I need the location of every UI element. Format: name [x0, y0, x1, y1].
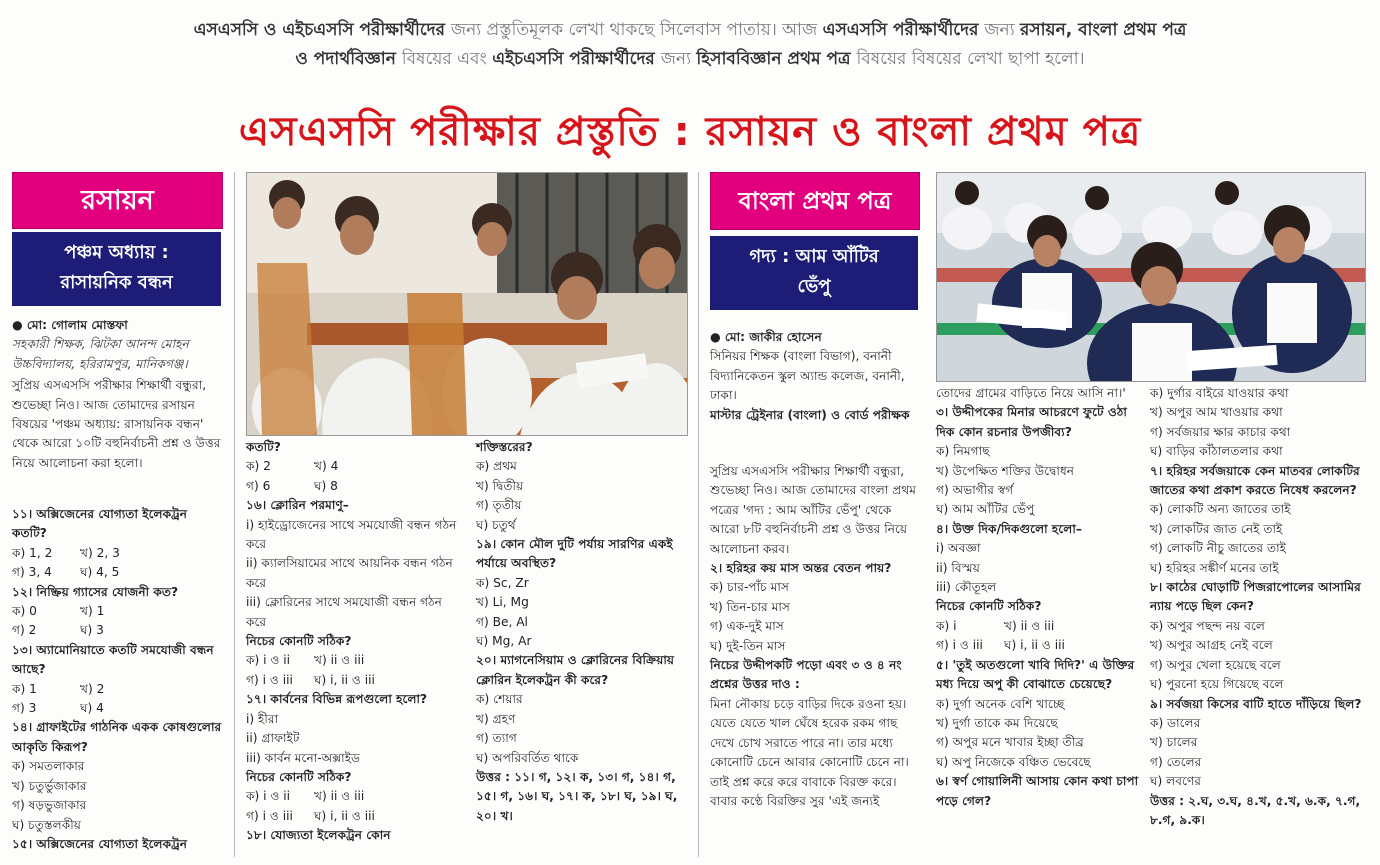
option: খ) ii ও iii	[314, 653, 365, 668]
question: ৪। উক্ত দিক/দিকগুলো হলো–	[936, 521, 1082, 536]
option: iii) কৌতূহল	[936, 580, 997, 595]
option: গ) 3, 4	[12, 565, 52, 580]
intro-segment: ও পদার্থবিজ্ঞান	[295, 49, 402, 69]
option-pair	[12, 680, 224, 699]
question: ১১। অক্সিজেনের যোগ্যতা ইলেকট্রন কতটি?	[12, 507, 188, 541]
question: ১২। নিষ্ক্রিয় গ্যাসের যোজনী কত?	[12, 584, 179, 599]
option: গ) অভাগীর স্বর্গ	[936, 483, 1014, 498]
chemistry-column-1	[12, 505, 224, 854]
option: i) হাইড্রোজেনের সাথে সমযোজী বন্ধন গঠন করে	[246, 517, 457, 552]
exam-hall-photo	[936, 172, 1366, 382]
option: i) হীরা	[246, 711, 279, 726]
option: গ) তৃতীয়	[476, 498, 522, 513]
option: ক) 0	[12, 604, 37, 619]
question: ৫। 'তুই অতগুলো খাবি দিদি?' এ উক্তির মধ্য দিয়ে অপু কী বোঝাতে চেয়েছে?	[936, 657, 1135, 692]
bangla-author-block	[710, 328, 920, 425]
option: ii) ক্যালসিয়ামের সাথে আয়নিক বন্ধন গঠন করে	[246, 556, 453, 590]
chemistry-column-3	[476, 438, 690, 826]
option: ঘ) i, ii ও iii	[1004, 638, 1065, 653]
chemistry-subject-banner: রসায়ন	[12, 172, 223, 229]
option: ঘ) i, ii ও iii	[314, 672, 375, 687]
option-pair	[246, 807, 464, 826]
option: গ) i ও iii	[936, 638, 983, 653]
intro-segment: হিসাববিজ্ঞান প্রথম পত্র	[696, 49, 857, 69]
option: গ) 3	[12, 701, 37, 716]
option: গ) Be, Al	[476, 614, 528, 629]
option-pair	[12, 621, 224, 640]
option: গ) তেলের	[1150, 754, 1202, 769]
intro-segment: বিষয়ের বিষয়ের লেখা ছাপা হলো।	[856, 49, 1085, 69]
option: সুপ্রিয় এসএসসি পরীক্ষার শিক্ষার্থী বন্ধুরা, শুভেচ্ছা নিও। আজ তোমাদের বাংলা প্রথম পত্রের 'গদ্য : আম আঁটির ভেঁপু' থেকে আরো ৮টি বহুনির্বাচনী প্রশ্ন ও উত্তর নিয়ে আলোচনা করব।	[710, 464, 916, 556]
option: গ) ষড়ভুজাকার	[12, 798, 87, 813]
option: ক) Sc, Zr	[476, 575, 529, 590]
option: ক) 1, 2	[12, 545, 53, 560]
question: ১৯। কোন মৌল দুটি পর্যায় সারণির একই পর্যায়ে অবস্থিত?	[476, 537, 673, 571]
bangla-column-1	[710, 462, 920, 811]
students-photo-illustration	[247, 173, 687, 435]
option: খ) 2, 3	[80, 545, 120, 560]
option: i) অবজ্ঞা	[936, 541, 981, 556]
option: ক) 2	[246, 459, 271, 474]
option: খ) দুর্গা তাকে কম দিয়েছে	[936, 715, 1058, 730]
option: গ) 2	[12, 623, 37, 638]
bangla-column-3	[1150, 384, 1366, 830]
option: iii) কার্বন মনো-অক্সাইড	[246, 750, 361, 765]
question: কতটি?	[246, 440, 281, 454]
bangla-author-name: ● মো: জাকীর হোসেন	[710, 330, 822, 344]
option: ঘ) পুরনো হয়ে গিয়েছে বলে	[1150, 677, 1284, 692]
option: গ) সর্বজয়ার ক্ষার কাচার কথা	[1150, 424, 1291, 439]
option-pair	[12, 602, 224, 621]
bangla-chapter-line-2: ভেঁপু	[797, 276, 831, 297]
option: ক) i ও ii	[246, 789, 291, 804]
chemistry-author-desc: সহকারী শিক্ষক, ঝিটকা আনন্দ মোহন উচ্চবিদ্যালয়, হরিরামপুর, মানিকগঞ্জ।	[12, 337, 189, 371]
option: ক) অপুর পছন্দ নয় বলে	[1150, 618, 1265, 633]
option: গ) 6	[246, 478, 271, 493]
option: iii) ক্লোরিনের সাথে সমযোজী বন্ধন গঠন করে	[246, 595, 442, 629]
option-pair	[936, 636, 1142, 655]
option: ঘ) অপু নিজেকে বঞ্চিত ভেবেছে	[936, 754, 1091, 769]
option: ঘ) i, ii ও iii	[314, 808, 375, 823]
option-pair	[12, 563, 224, 582]
students-classroom-photo	[246, 172, 688, 436]
option-pair	[936, 617, 1142, 636]
question: ১৫। অক্সিজেনের যোগ্যতা ইলেকট্রন	[12, 836, 188, 851]
option-pair	[12, 544, 224, 563]
option-pair	[246, 457, 464, 476]
chemistry-chapter-banner	[12, 232, 221, 306]
intro-text	[0, 16, 1380, 74]
question: নিচের কোনটি সঠিক?	[936, 599, 1042, 614]
question: নিচের কোনটি সঠিক?	[246, 634, 352, 649]
question: ১৩। অ্যামোনিয়াতে কতটি সমযোজী বন্ধন আছে?	[12, 642, 214, 677]
intro-line-1	[0, 16, 1380, 45]
option: ক) 1	[12, 681, 37, 696]
bangla-subject-banner: বাংলা প্রথম পত্র	[710, 172, 920, 230]
question: ২০। ম্যাগনেসিয়াম ও ক্লোরিনের বিক্রিয়ায় ক্লোরিন ইলেকট্রন কী করে?	[476, 653, 675, 687]
option: খ) চালের	[1150, 735, 1198, 750]
bangla-chapter-banner	[710, 236, 918, 310]
chemistry-greeting: সুপ্রিয় এসএসসি পরীক্ষার শিক্ষার্থী বন্ধুরা, শুভেচ্ছা নিও। আজ তোমাদের রসায়ন বিষয়ের 'পঞ্চম অধ্যায়: রাসায়নিক বন্ধন' থেকে আরো ১০টি বহুনির্বাচনী প্রশ্ন ও উত্তর নিয়ে আলোচনা করা হলো।	[12, 378, 221, 470]
option: ii) গ্রাফাইট	[246, 731, 300, 746]
option: খ) 4	[314, 459, 339, 474]
option: ক) ডালের	[1150, 715, 1201, 730]
option: ঘ) 3	[80, 623, 104, 638]
option: গ) অপুর খেলা হয়েছে বলে	[1150, 657, 1281, 672]
option: খ) গ্রহণ	[476, 711, 516, 726]
bangla-author-role: মাস্টার ট্রেইনার (বাংলা) ও বোর্ড পরীক্ষক	[710, 407, 910, 422]
option: খ) 2	[80, 681, 105, 696]
option: গ) লোকটি নীচু জাতের তাই	[1150, 541, 1286, 556]
option: ঘ) লবণের	[1150, 774, 1201, 789]
option: ক) দুর্গার বাইরে যাওয়ার কথা	[1150, 386, 1289, 400]
question: নিচের কোনটি সঠিক?	[246, 769, 352, 784]
column-divider	[698, 172, 699, 857]
option: ক) সমতলাকার	[12, 759, 85, 774]
answer-key: উত্তর : ১১। গ, ১২। ক, ১৩। গ, ১৪। গ, ১৫। গ, ১৬। ঘ, ১৭। ক, ১৮। ঘ, ১৯। ঘ, ২০। খ।	[476, 769, 678, 823]
option: ক) শেয়ার	[476, 692, 523, 707]
option: ঘ) 8	[314, 478, 338, 493]
question: ১৭। কার্বনের বিভিন্ন রূপগুলো হলো?	[246, 692, 428, 707]
option: খ) অপুর আম খাওয়ার কথা	[1150, 405, 1283, 420]
bangla-chapter-line-1: গদ্য : আম আঁটির	[749, 246, 879, 267]
question: নিচের উদ্দীপকটি পড়ো এবং ৩ ও ৪ নং প্রশ্নের উত্তর দাও :	[710, 658, 902, 692]
option: ii) বিস্ময়	[936, 560, 980, 575]
question: ৭। হরিহর সর্বজয়াকে কেন মাতবর লোকটির জাতের কথা প্রকাশ করতে নিষেধ করলেন?	[1150, 463, 1360, 498]
question: ৮। কাঠের ঘোড়াটি পিজরাপোলের আসামির ন্যায় পড়ে ছিল কেন?	[1150, 580, 1361, 614]
option: ঘ) 4	[80, 701, 104, 716]
option: ঘ) বাড়ির কাঁঠালতলার কথা	[1150, 444, 1283, 459]
option-pair	[246, 477, 464, 496]
intro-segment: এসএসসি পরীক্ষার্থীদের	[822, 20, 985, 40]
question: ১৪। গ্রাফাইটের গাঠনিক একক কোষগুলোর আকৃতি কিরূপ?	[12, 720, 222, 754]
intro-segment: জন্য	[984, 20, 1021, 40]
answer-key: উত্তর : ২.ঘ, ৩.ঘ, ৪.খ, ৫.খ, ৬.ক, ৭.গ, ৮.গ, ৯.ক।	[1150, 793, 1361, 827]
intro-segment: বিষয়ের এবং	[401, 49, 493, 69]
option: খ) দ্বিতীয়	[476, 478, 524, 493]
question: ২। হরিহর কয় মাস অন্তর বেতন পায়?	[710, 561, 892, 576]
option-pair	[12, 699, 224, 718]
intro-segment: রসায়ন, বাংলা প্রথম পত্র	[1020, 20, 1187, 40]
option: ঘ) চতুর্থ	[476, 517, 516, 532]
option: গ) i ও iii	[246, 808, 293, 823]
option: ঘ) Mg, Ar	[476, 634, 532, 649]
option-pair	[246, 651, 464, 670]
question: ১৮। যোজ্যতা ইলেকট্রন কোন	[246, 828, 391, 843]
option-pair	[246, 787, 464, 806]
option: গ) ত্যাগ	[476, 731, 517, 746]
option: খ) অপুর আগ্রহ নেই বলে	[1150, 638, 1273, 653]
option: গ) i ও iii	[246, 672, 293, 687]
option: খ) Li, Mg	[476, 595, 529, 610]
option: তোদের গ্রামের বাড়িতে নিয়ে আসি না।'	[936, 386, 1126, 400]
option: খ) লোকটির জাত নেই তাই	[1150, 521, 1283, 536]
option: খ) তিন-চার মাস	[710, 599, 790, 614]
question: ৩। উদ্দীপকের মিনার আচরণে ফুটে ওঠা দিক কোন রচনার উপজীব্য?	[936, 405, 1127, 439]
option: ঘ) দুই-তিন মাস	[710, 638, 786, 653]
option: খ) ii ও iii	[1004, 618, 1055, 633]
column-divider	[234, 172, 235, 857]
option: ক) লোকটি অন্য জাতের তাই	[1150, 502, 1291, 517]
option: খ) চতুর্ভুজাকার	[12, 778, 87, 793]
option: ঘ) অপরিবর্তিত থাকে	[476, 750, 579, 765]
intro-line-2	[0, 45, 1380, 74]
option-pair	[246, 671, 464, 690]
option: ক) প্রথম	[476, 459, 517, 474]
option: ঘ) হরিহর সঙ্কীর্ণ মনের তাই	[1150, 560, 1279, 575]
option: গ) অপুর মনে খাবার ইচ্ছা তীব্র	[936, 735, 1084, 750]
question: ৯। সর্বজয়া কিসের বাটি হাতে দাঁড়িয়ে ছিল?	[1150, 696, 1362, 711]
intro-segment: জন্য	[660, 49, 697, 69]
page-headline: এসএসসি পরীক্ষার প্রস্তুতি : রসায়ন ও বাংলা প্রথম পত্র	[238, 109, 1142, 155]
option: খ) 1	[80, 604, 105, 619]
option: গ) এক-দুই মাস	[710, 619, 784, 634]
question: শক্তিস্তরের?	[476, 440, 533, 454]
chemistry-author-name: ● মো: গোলাম মোস্তফা	[12, 318, 128, 332]
option: খ) ii ও iii	[314, 789, 365, 804]
chemistry-chapter-line-1: পঞ্চম অধ্যায় :	[64, 242, 169, 263]
question: ৬। স্বর্ণ গোয়ালিনী আসায় কোন কথা চাপা পড়ে গেল?	[936, 774, 1139, 808]
intro-segment: এইচএসসি পরীক্ষার্থীদের	[492, 49, 661, 69]
option: ক) i	[936, 618, 957, 633]
option: খ) উপেক্ষিত শক্তির উদ্বোধন	[936, 463, 1075, 478]
option: ঘ) 4, 5	[80, 565, 120, 580]
option: ক) চার-পাঁচ মাস	[710, 580, 789, 595]
bangla-column-2	[936, 384, 1142, 811]
chemistry-author-block	[12, 316, 224, 473]
intro-segment: জন্য প্রস্তুতিমূলক লেখা থাকছে সিলেবাস পাতায়। আজ	[450, 20, 823, 40]
option: ঘ) আম আঁটির ভেঁপু	[936, 502, 1035, 517]
option: ক) i ও ii	[246, 653, 291, 668]
option: ক) দুর্গা অনেক বেশি খাচ্ছে	[936, 696, 1065, 711]
option: মিনা নৌকায় চড়ে বাড়ির দিকে রওনা হয়। যেতে যেতে খাল ঘেঁষে হরেক রকম গাছ দেখে চোখ সরাতে পারে না। তার মধ্যে কোনোটি চেনে আবার কোনোটি চেনে না। তাই প্রশ্ন করে করে বাবাকে বিরক্ত করে। বাবার কণ্ঠে বিরক্তির সুর 'এই জন্যই	[710, 696, 909, 808]
option: ক) নিমগাছ	[936, 444, 990, 459]
question: ১৬। ক্লোরিন পরমাণু–	[246, 498, 349, 513]
chemistry-chapter-line-2: রাসায়নিক বন্ধন	[60, 272, 173, 293]
exam-hall-photo-illustration	[937, 173, 1365, 381]
intro-segment: এসএসসি ও এইচএসসি পরীক্ষার্থীদের	[193, 20, 451, 40]
bangla-author-desc: সিনিয়র শিক্ষক (বাংলা বিভাগ), বনানী বিদ্যানিকেতন স্কুল অ্যান্ড কলেজ, বনানী, ঢাকা।	[710, 349, 905, 403]
option: ঘ) চতুস্তলকীয়	[12, 817, 81, 832]
chemistry-column-2	[246, 438, 464, 846]
